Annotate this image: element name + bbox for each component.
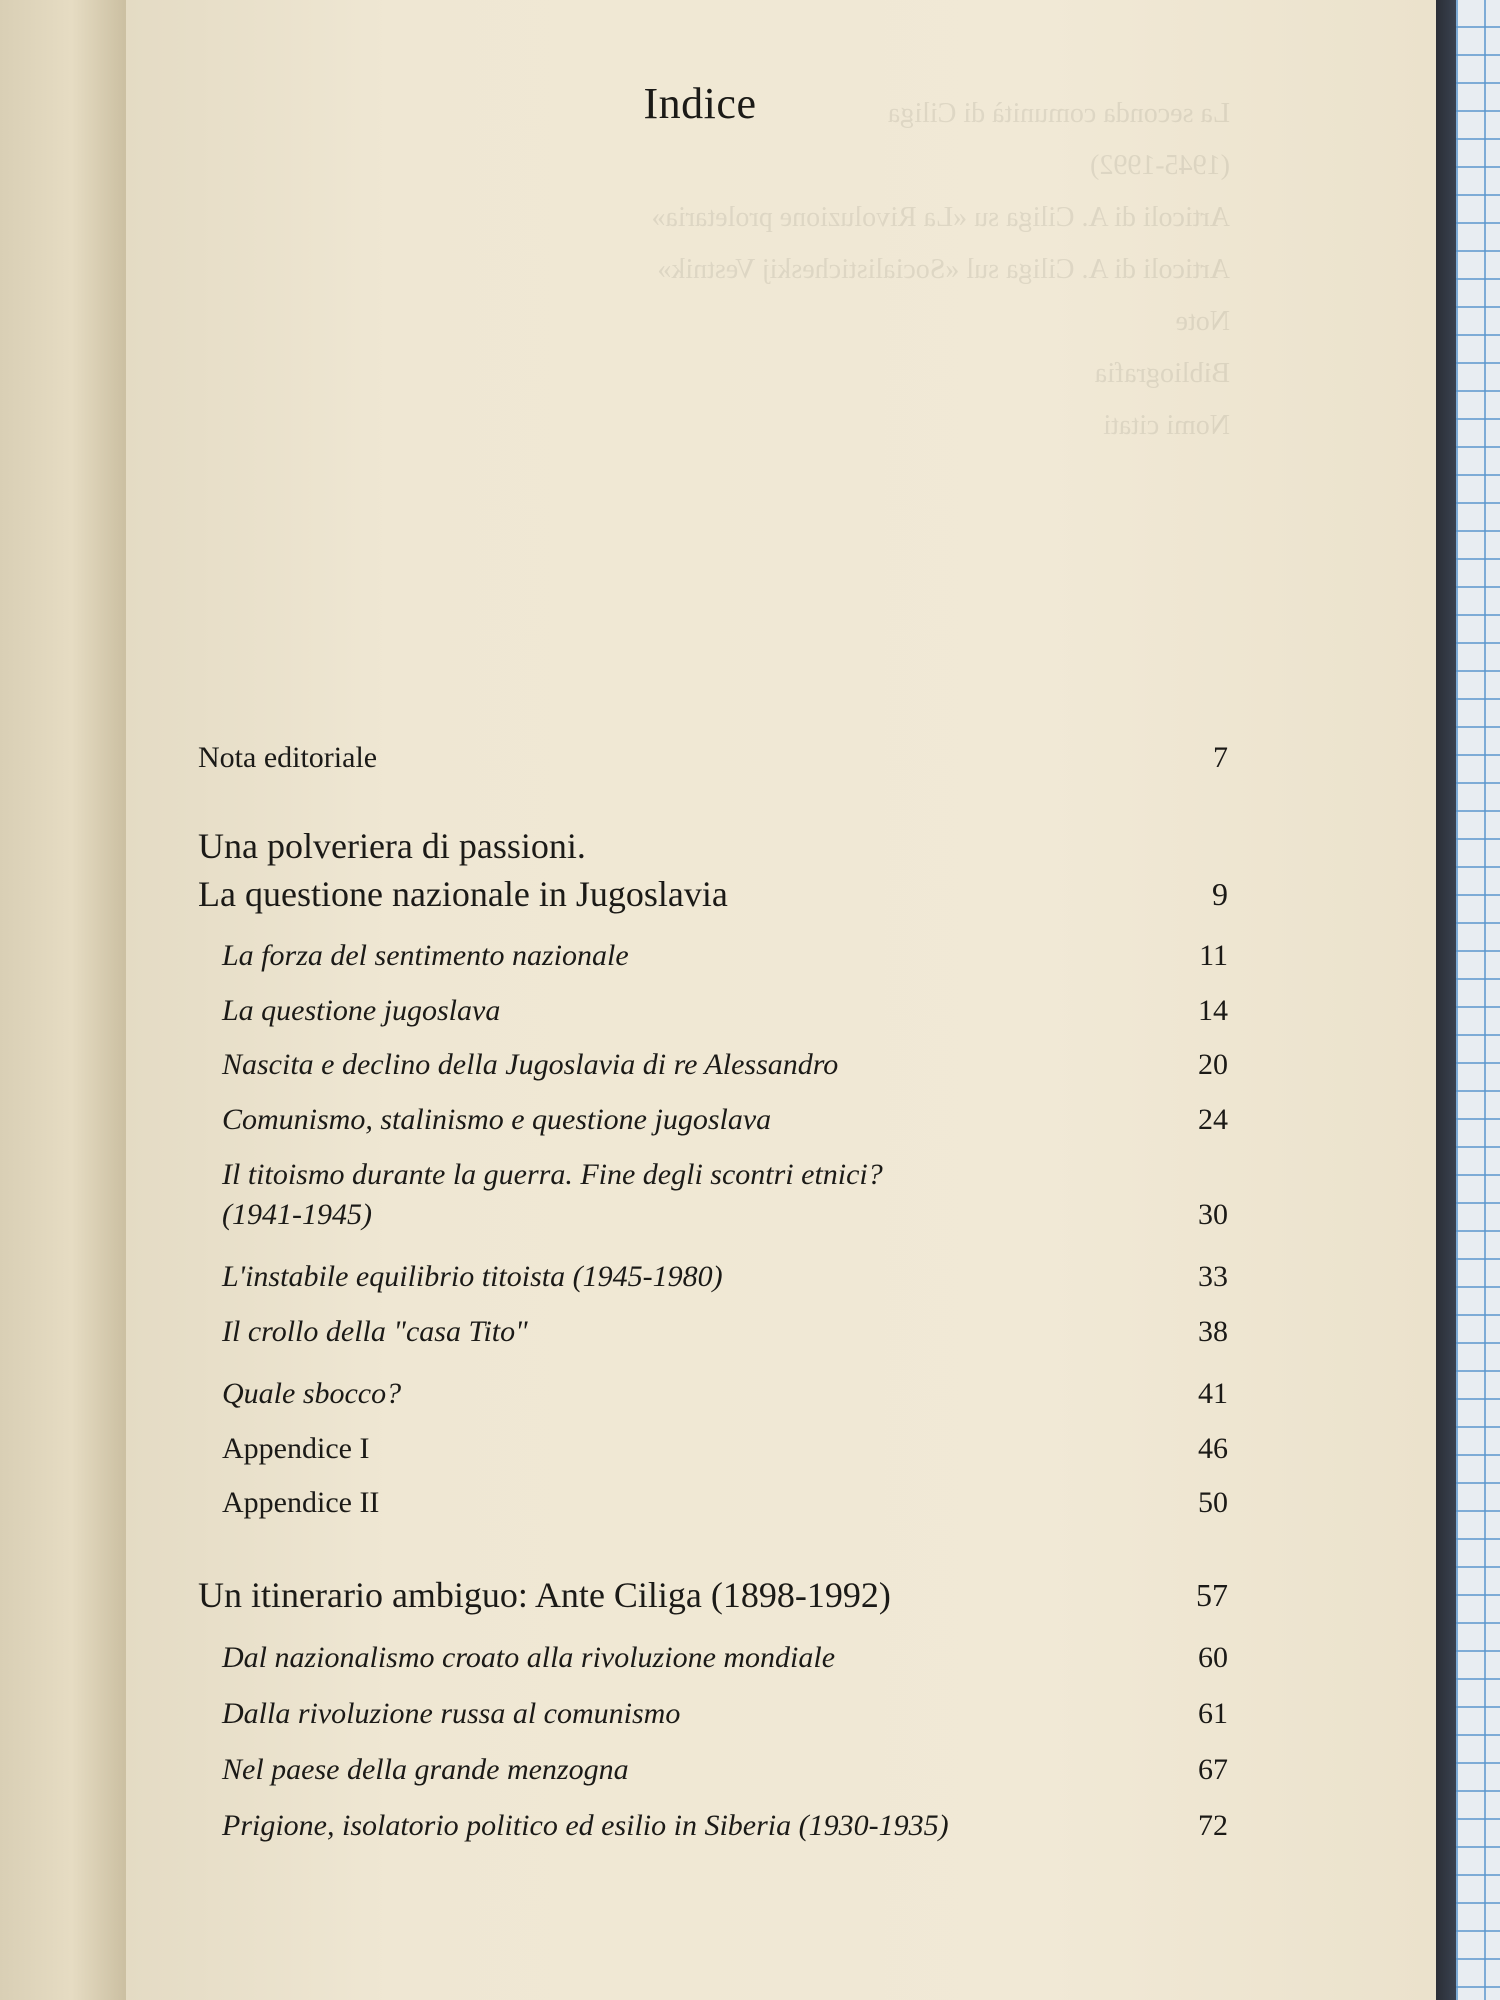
toc-entry-page: 60 xyxy=(1198,1641,1228,1674)
toc-section[interactable] xyxy=(222,1806,1228,1846)
toc-chapter[interactable] xyxy=(198,822,1228,918)
toc-section[interactable] xyxy=(222,1312,1228,1352)
toc-chapter-title: Un itinerario ambiguo: Ante Ciliga (1898-1992) xyxy=(198,1575,891,1615)
toc-section-label: Dalla rivoluzione russa al comunismo xyxy=(222,1697,681,1730)
toc-entry-page: 41 xyxy=(1198,1377,1228,1410)
toc-section-label: La questione jugoslava xyxy=(222,994,501,1027)
toc-section-label: Appendice II xyxy=(222,1486,380,1519)
cutting-mat-grid xyxy=(1456,0,1500,2000)
toc-entry-page: 33 xyxy=(1198,1260,1228,1293)
toc-section[interactable] xyxy=(222,991,1228,1031)
book-gutter xyxy=(0,0,130,2000)
toc-section[interactable] xyxy=(222,1429,1228,1469)
toc-section[interactable] xyxy=(222,1694,1228,1734)
toc-entry[interactable] xyxy=(198,738,1228,778)
toc-section-label: Quale sbocco? xyxy=(222,1377,402,1410)
toc-section[interactable] xyxy=(222,1045,1228,1085)
toc-section[interactable] xyxy=(222,1483,1228,1523)
toc-section-label: Appendice I xyxy=(222,1432,370,1465)
toc-chapter[interactable] xyxy=(198,1571,1228,1619)
book-cover-edge xyxy=(1436,0,1456,2000)
toc-entry-page: 14 xyxy=(1198,994,1228,1027)
toc-section[interactable] xyxy=(222,1100,1228,1140)
toc-section-label: Dal nazionalismo croato alla rivoluzione mondiale xyxy=(222,1641,836,1674)
toc-section-label-line1: Il titoismo durante la guerra. Fine degli scontri etnici? xyxy=(222,1158,883,1191)
toc-entry-page: 30 xyxy=(1198,1198,1228,1231)
toc-entry-page: 50 xyxy=(1198,1486,1228,1519)
page-title: Indice xyxy=(643,79,757,128)
toc-section-label: Nascita e declino della Jugoslavia di re Alessandro xyxy=(222,1048,839,1081)
toc-entry-page: 9 xyxy=(1212,876,1228,912)
toc-entry-page: 24 xyxy=(1198,1103,1228,1136)
toc-section-label: La forza del sentimento nazionale xyxy=(222,939,629,972)
toc-section[interactable] xyxy=(222,1750,1228,1790)
toc-section-label: L'instabile equilibrio titoista (1945-1980) xyxy=(222,1260,723,1293)
toc-entry-page: 46 xyxy=(1198,1432,1228,1465)
toc-section[interactable] xyxy=(222,936,1228,976)
toc-section-label: Prigione, isolatorio politico ed esilio in Siberia (1930-1935) xyxy=(222,1809,949,1842)
toc-chapter-title-line1: Una polveriera di passioni. xyxy=(198,826,586,866)
toc-entry-page: 38 xyxy=(1198,1315,1228,1348)
toc-section-label: Nel paese della grande menzogna xyxy=(222,1753,629,1786)
toc-entry-page: 11 xyxy=(1199,939,1228,972)
toc-entry-page: 67 xyxy=(1198,1753,1228,1786)
toc-section[interactable] xyxy=(222,1257,1228,1297)
toc-entry-page: 20 xyxy=(1198,1048,1228,1081)
toc-chapter-title-line2: La questione nazionale in Jugoslavia xyxy=(198,874,728,914)
toc-section[interactable] xyxy=(222,1155,1228,1235)
toc-section[interactable] xyxy=(222,1374,1228,1414)
toc-entry-label: Nota editoriale xyxy=(198,741,378,774)
toc-section[interactable] xyxy=(222,1638,1228,1678)
toc-entry-page: 7 xyxy=(1213,741,1228,774)
toc-section-label-line2: (1941-1945) xyxy=(222,1198,372,1231)
toc-entry-page: 61 xyxy=(1198,1697,1228,1730)
toc-section-label: Il crollo della "casa Tito" xyxy=(222,1315,528,1348)
toc-section-label: Comunismo, stalinismo e questione jugoslava xyxy=(222,1103,772,1136)
toc-entry-page: 72 xyxy=(1198,1809,1228,1842)
toc-entry-page: 57 xyxy=(1196,1577,1228,1613)
